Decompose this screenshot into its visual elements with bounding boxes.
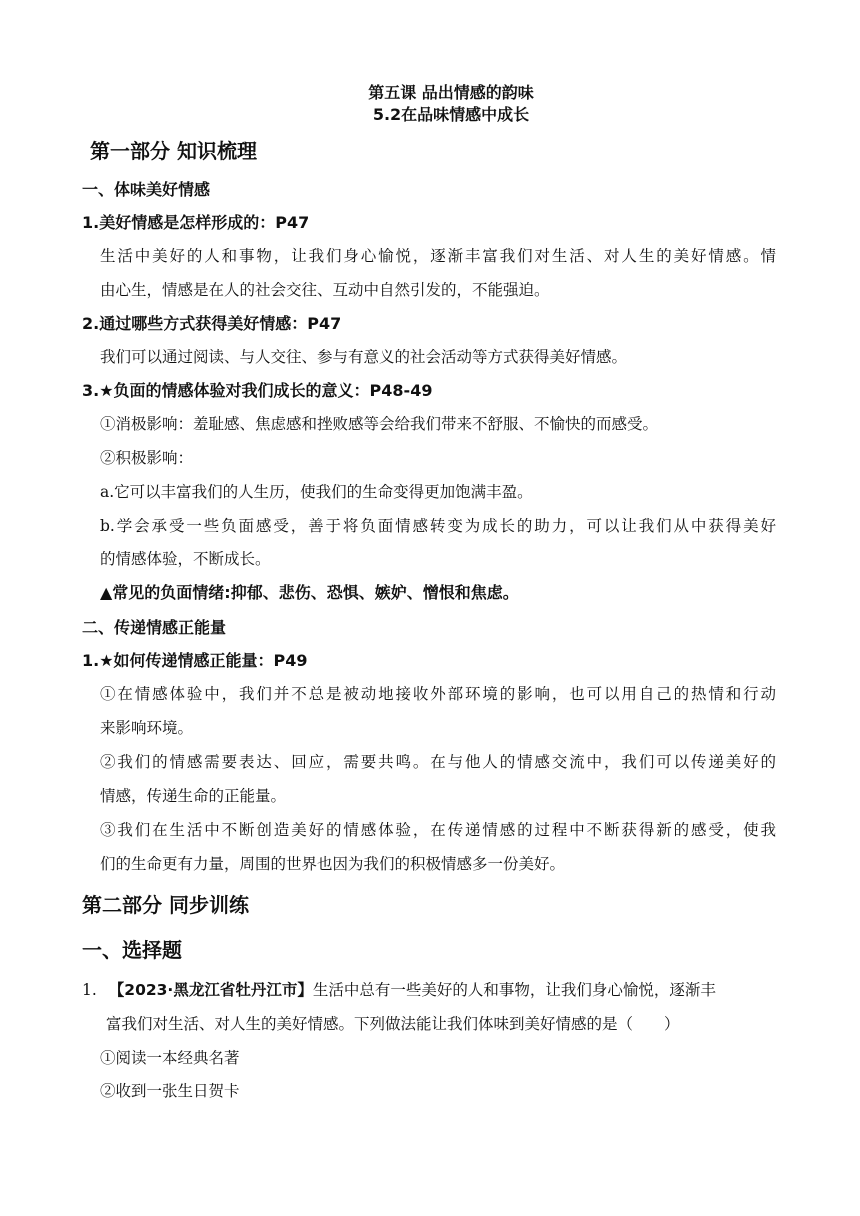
part2-section1-heading: 一、选择题 xyxy=(82,938,182,962)
q3-item-b-line1: b.学会承受一些负面感受，善于将负面情感转变为成长的助力，可以让我们从中获得美好 xyxy=(100,517,776,535)
q3-positive: ②积极影响： xyxy=(100,449,194,467)
part2-heading: 第二部分 同步训练 xyxy=(82,893,249,917)
q3-item-b-line2: 的情感体验，不断成长。 xyxy=(100,550,271,568)
q2-answer: 我们可以通过阅读、与人交往、参与有意义的社会活动等方式获得美好情感。 xyxy=(100,348,628,366)
mc-question-1-line1 xyxy=(82,979,716,1001)
section-title: 5.2在品味情感中成长 xyxy=(372,105,530,124)
s2-point1-line2: 来影响环境。 xyxy=(100,719,194,737)
mc-question-stem-line1: 生活中总有一些美好的人和事物，让我们身心愉悦，逐渐丰 xyxy=(312,981,716,999)
q3-negative: ①消极影响：羞耻感、焦虑感和挫败感等会给我们带来不舒服、不愉快的而感受。 xyxy=(100,415,659,433)
mc-question-source: 【2023·黑龙江省牡丹江市】 xyxy=(108,981,313,999)
section1-heading: 一、体味美好情感 xyxy=(82,180,211,199)
lesson-title: 第五课 品出情感的韵味 xyxy=(368,83,534,102)
q1-answer-line1: 生活中美好的人和事物，让我们身心愉悦，逐渐丰富我们对生活、对人生的美好情感。情 xyxy=(100,247,776,265)
q1-answer-line2: 由心生，情感是在人的社会交往、互动中自然引发的，不能强迫。 xyxy=(100,281,550,299)
q2-title: 2.通过哪些方式获得美好情感：P47 xyxy=(82,314,342,333)
s2-q1-title: 1.★如何传递情感正能量：P49 xyxy=(82,651,308,670)
q1-title: 1.美好情感是怎样形成的：P47 xyxy=(82,213,310,232)
q3-title: 3.★负面的情感体验对我们成长的意义：P48-49 xyxy=(82,381,433,400)
mc-question-number: 1. xyxy=(82,981,97,999)
s2-point1-line1: ①在情感体验中，我们并不总是被动地接收外部环境的影响，也可以用自己的热情和行动 xyxy=(100,685,776,703)
mc-question-1-line2: 富我们对生活、对人生的美好情感。下列做法能让我们体味到美好情感的是（ ） xyxy=(106,1015,680,1033)
section2-heading: 二、传递情感正能量 xyxy=(82,618,227,637)
s2-point3-line1: ③我们在生活中不断创造美好的情感体验，在传递情感的过程中不断获得新的感受，使我 xyxy=(100,821,776,839)
s2-point2-line2: 情感，传递生命的正能量。 xyxy=(100,787,287,805)
part1-heading: 第一部分 知识梳理 xyxy=(90,139,257,163)
q3-item-a: a.它可以丰富我们的人生历，使我们的生命变得更加饱满丰盈。 xyxy=(100,483,533,501)
title-block xyxy=(0,82,860,126)
s2-point3-line2: 们的生命更有力量，周围的世界也因为我们的积极情感多一份美好。 xyxy=(100,855,566,873)
s2-point2-line1: ②我们的情感需要表达、回应，需要共鸣。在与他人的情感交流中，我们可以传递美好的 xyxy=(100,753,776,771)
q3-note: ▲常见的负面情绪:抑郁、悲伤、恐惧、嫉妒、憎恨和焦虑。 xyxy=(100,583,519,602)
mc-option-1: ①阅读一本经典名著 xyxy=(100,1049,240,1067)
mc-option-2: ②收到一张生日贺卡 xyxy=(100,1082,240,1100)
